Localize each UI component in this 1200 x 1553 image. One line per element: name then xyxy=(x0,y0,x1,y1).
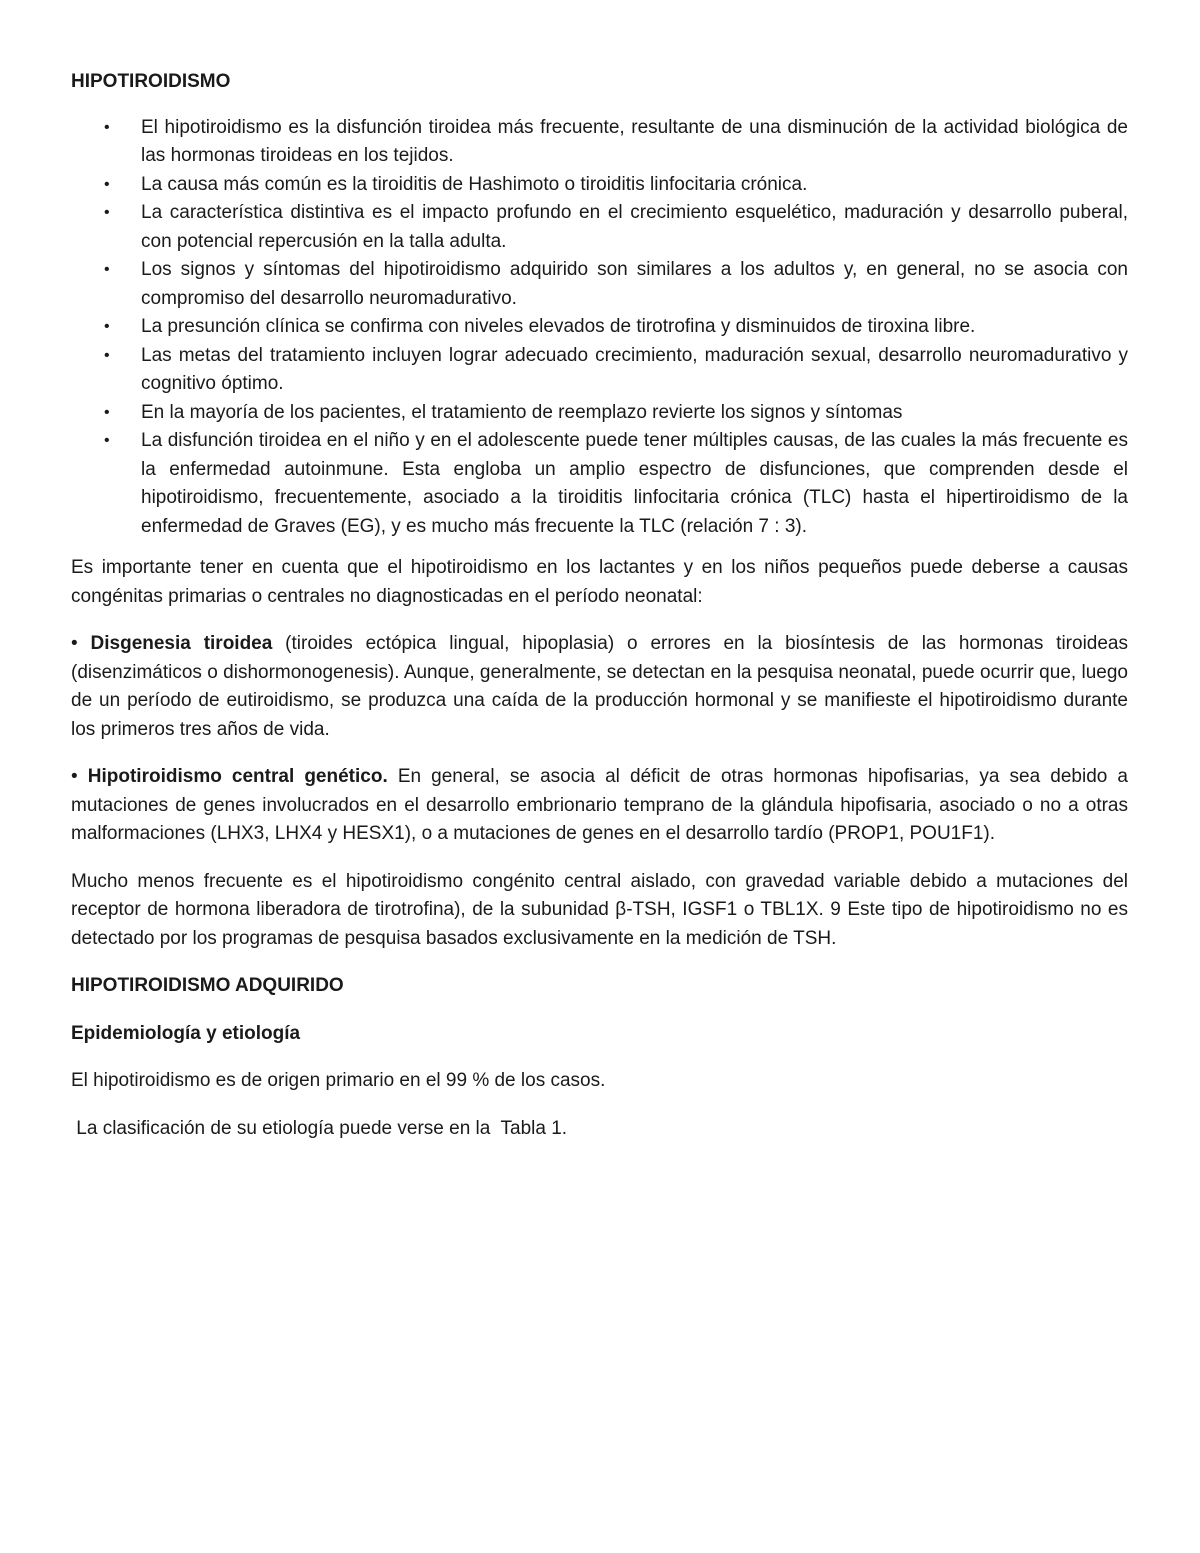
tabla-paragraph: La clasificación de su etiología puede verse en la Tabla 1. xyxy=(71,1117,568,1139)
inline-bullet: • xyxy=(71,633,91,654)
origen-paragraph: El hipotiroidismo es de origen primario en el 99 % de los casos. xyxy=(71,1070,606,1091)
list-item-text: El hipotiroidismo es la disfunción tiroidea más frecuente, resultante de una disminución de la actividad biológica de las hormonas tiroideas en los tejidos. xyxy=(141,116,1128,166)
bullet-icon: • xyxy=(104,346,110,364)
list-item xyxy=(71,171,1128,200)
document-title: HIPOTIROIDISMO xyxy=(71,71,231,92)
aislado-paragraph: Mucho menos frecuente es el hipotiroidismo congénito central aislado, con gravedad variable debido a mutaciones del receptor de hormona liberadora de tirotrofina), de la subunidad β-TSH, IGSF1 o TBL1X. 9 Este tipo de hipotiroidismo no es detectado por los programas de pesquisa basados exclusivamente en la medición de TSH. xyxy=(71,870,1128,949)
list-item xyxy=(71,313,1128,342)
list-item xyxy=(71,199,1128,256)
central-text: En general, se asocia al déficit de otras hormonas hipofisarias, ya sea debido a mutaciones de genes involucrados en el desarrollo embrionario temprano de la glándula hipofisaria, asociado o no a otras malformaciones (LHX3, LHX4 y HESX1), o a mutaciones de genes en el desarrollo tardío (PROP1, POU1F1). xyxy=(71,766,1128,844)
document-page xyxy=(71,68,1128,1162)
list-item-text: La disfunción tiroidea en el niño y en el adolescente puede tener múltiples causas, de las cuales la más frecuente es la enfermedad autoinmune. Esta engloba un amplio espectro de disfunciones, que comprenden desde el hipotiroidismo, frecuentemente, asociado a la tiroiditis linfocitaria crónica (TLC) hasta el hipertiroidismo de la enfermedad de Graves (EG), y es mucho más frecuente la TLC (relación 7 : 3). xyxy=(141,430,1128,537)
list-item xyxy=(71,427,1128,541)
central-term: Hipotiroidismo central genético. xyxy=(87,766,388,787)
bullet-icon: • xyxy=(104,204,110,221)
disgenesia-paragraph xyxy=(71,630,1128,744)
subsection-heading-epidemiologia: Epidemiología y etiología xyxy=(71,1022,301,1044)
bullet-icon: • xyxy=(104,403,110,421)
bullet-icon: • xyxy=(104,118,110,136)
list-item xyxy=(71,114,1128,171)
list-item xyxy=(71,399,1128,428)
bullet-icon: • xyxy=(104,318,110,335)
intro-paragraph: Es importante tener en cuenta que el hipotiroidismo en los lactantes y en los niños pequeños puede deberse a causas congénitas primarias o centrales no diagnosticadas en el período neonatal: xyxy=(71,557,1128,607)
list-item-text: La característica distintiva es el impacto profundo en el crecimiento esquelético, maduración y desarrollo puberal, con potencial repercusión en la talla adulta. xyxy=(141,202,1128,252)
list-item xyxy=(71,256,1128,313)
disgenesia-term: Disgenesia tiroidea xyxy=(90,633,273,654)
list-item xyxy=(71,342,1128,399)
list-item-text: Los signos y síntomas del hipotiroidismo adquirido son similares a los adultos y, en general, no se asocia con compromiso del desarrollo neuromadurativo. xyxy=(141,259,1128,309)
list-item-text: La presunción clínica se confirma con niveles elevados de tirotrofina y disminuidos de tiroxina libre. xyxy=(141,316,976,337)
bullet-icon: • xyxy=(104,432,110,449)
list-item-text: La causa más común es la tiroiditis de Hashimoto o tiroiditis linfocitaria crónica. xyxy=(141,173,808,195)
bullet-icon: • xyxy=(104,175,110,193)
disgenesia-text: (tiroides ectópica lingual, hipoplasia) o errores en la biosíntesis de las hormonas tiroideas (disenzimáticos o dishormonogenesis). Aunque, generalmente, se detectan en la pesquisa neonatal, puede ocurrir que, luego de un período de eutiroidismo, se produzca una caída de la producción hormonal y se manifieste el hipotiroidismo durante los primeros tres años de vida. xyxy=(71,633,1128,740)
key-points-list xyxy=(71,114,1128,542)
central-paragraph xyxy=(71,763,1128,849)
inline-bullet: • xyxy=(71,766,88,787)
list-item-text: En la mayoría de los pacientes, el tratamiento de reemplazo revierte los signos y síntomas xyxy=(141,401,903,423)
bullet-icon: • xyxy=(104,261,110,278)
list-item-text: Las metas del tratamiento incluyen lograr adecuado crecimiento, maduración sexual, desarrollo neuromadurativo y cognitivo óptimo. xyxy=(141,344,1128,394)
section-heading-adquirido: HIPOTIROIDISMO ADQUIRIDO xyxy=(71,975,344,996)
